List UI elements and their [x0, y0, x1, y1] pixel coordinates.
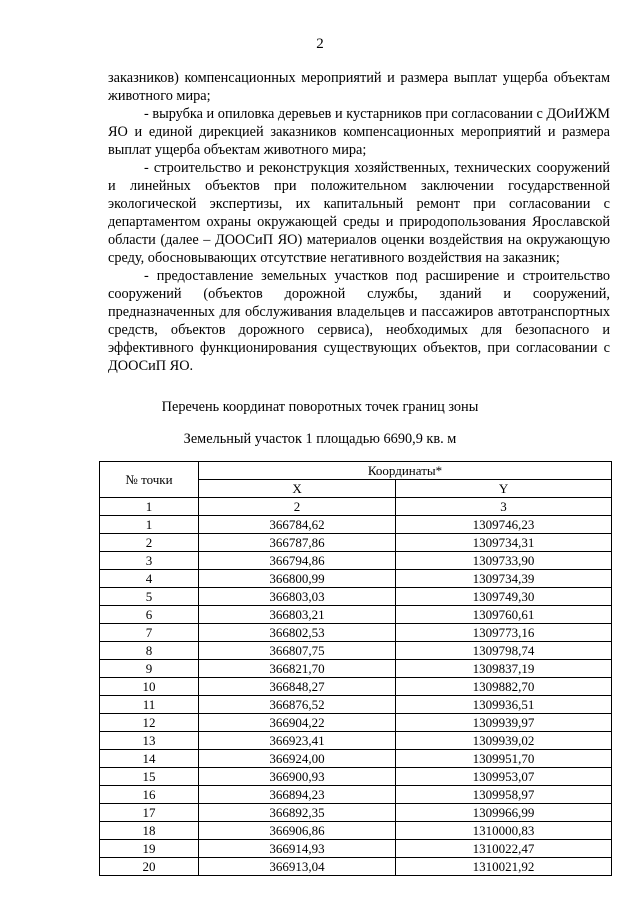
- subtitle: Земельный участок 1 площадью 6690,9 кв. м: [183, 431, 457, 447]
- table-header-row: [100, 462, 612, 480]
- table-row: [100, 822, 612, 840]
- point-number-cell: 3: [100, 552, 199, 570]
- point-number-cell: 8: [100, 642, 199, 660]
- y-coordinate-cell: 1309966,99: [396, 804, 612, 822]
- x-coordinate-cell: 366924,00: [199, 750, 396, 768]
- y-coordinate-cell: 1309773,16: [396, 624, 612, 642]
- x-coordinate-cell: 366894,23: [199, 786, 396, 804]
- y-coordinate-cell: 1309734,31: [396, 534, 612, 552]
- x-coordinate-cell: 366848,27: [199, 678, 396, 696]
- point-number-cell: 19: [100, 840, 199, 858]
- point-number-cell: 15: [100, 768, 199, 786]
- point-number-cell: 6: [100, 606, 199, 624]
- header-coordinates: Координаты*: [199, 462, 612, 480]
- point-number-cell: 1: [100, 516, 199, 534]
- y-coordinate-cell: 1309939,97: [396, 714, 612, 732]
- table-row: [100, 768, 612, 786]
- table-row: [100, 804, 612, 822]
- point-number-cell: 16: [100, 786, 199, 804]
- table-row: [100, 534, 612, 552]
- y-coordinate-cell: 1309734,39: [396, 570, 612, 588]
- y-coordinate-cell: 1309951,70: [396, 750, 612, 768]
- header-point-number: № точки: [100, 462, 199, 498]
- section-title: Перечень координат поворотных точек границ зоны: [161, 399, 479, 415]
- x-coordinate-cell: 366914,93: [199, 840, 396, 858]
- paragraph-1: заказников) компенсационных мероприятий и размера выплат ущерба объектам животного мира;: [108, 70, 610, 104]
- point-number-cell: 20: [100, 858, 199, 876]
- table-row: [100, 786, 612, 804]
- point-number-cell: 5: [100, 588, 199, 606]
- table-row: [100, 714, 612, 732]
- y-coordinate-cell: 1309882,70: [396, 678, 612, 696]
- index-cell: 1: [100, 498, 199, 516]
- y-coordinate-cell: 1309953,07: [396, 768, 612, 786]
- y-coordinate-cell: 1310021,92: [396, 858, 612, 876]
- table-body: [100, 498, 612, 876]
- y-coordinate-cell: 1309749,30: [396, 588, 612, 606]
- page-number: 2: [316, 36, 324, 52]
- point-number-cell: 11: [100, 696, 199, 714]
- point-number-cell: 2: [100, 534, 199, 552]
- coordinates-table: [99, 461, 612, 876]
- x-coordinate-cell: 366784,62: [199, 516, 396, 534]
- paragraph-2: - вырубка и опиловка деревьев и кустарников при согласовании с ДОиИЖМ ЯО и единой дирекцией заказников компенсационных мероприятий и размера выплат ущерба объектам животного мира;: [108, 106, 610, 158]
- table-row: [100, 660, 612, 678]
- point-number-cell: 4: [100, 570, 199, 588]
- table-row: [100, 624, 612, 642]
- point-number-cell: 12: [100, 714, 199, 732]
- table-row: [100, 678, 612, 696]
- x-coordinate-cell: 366821,70: [199, 660, 396, 678]
- header-y: Y: [396, 480, 612, 498]
- table-row: [100, 696, 612, 714]
- y-coordinate-cell: 1309760,61: [396, 606, 612, 624]
- x-coordinate-cell: 366800,99: [199, 570, 396, 588]
- table-row: [100, 840, 612, 858]
- y-coordinate-cell: 1309958,97: [396, 786, 612, 804]
- x-coordinate-cell: 366787,86: [199, 534, 396, 552]
- point-number-cell: 14: [100, 750, 199, 768]
- point-number-cell: 13: [100, 732, 199, 750]
- x-coordinate-cell: 366900,93: [199, 768, 396, 786]
- table-row: [100, 570, 612, 588]
- table-row: [100, 606, 612, 624]
- body-text: [108, 69, 610, 375]
- y-coordinate-cell: 1310000,83: [396, 822, 612, 840]
- paragraph-4: - предоставление земельных участков под расширение и строительство сооружений (объектов дорожной службы, зданий и сооружений, предназначенных для обслуживания владельцев и пассажиров автотранспортных средств, объектов дорожного сервиса), необходимых для безопасного и эффективного функционирования существующих объектов, при согласовании с ДООСиП ЯО.: [108, 268, 610, 374]
- point-number-cell: 18: [100, 822, 199, 840]
- x-coordinate-cell: 366892,35: [199, 804, 396, 822]
- x-coordinate-cell: 366802,53: [199, 624, 396, 642]
- x-coordinate-cell: 366904,22: [199, 714, 396, 732]
- x-coordinate-cell: 366876,52: [199, 696, 396, 714]
- y-coordinate-cell: 1309733,90: [396, 552, 612, 570]
- index-cell: 3: [396, 498, 612, 516]
- y-coordinate-cell: 1310022,47: [396, 840, 612, 858]
- x-coordinate-cell: 366913,04: [199, 858, 396, 876]
- point-number-cell: 10: [100, 678, 199, 696]
- y-coordinate-cell: 1309798,74: [396, 642, 612, 660]
- y-coordinate-cell: 1309746,23: [396, 516, 612, 534]
- x-coordinate-cell: 366807,75: [199, 642, 396, 660]
- y-coordinate-cell: 1309837,19: [396, 660, 612, 678]
- x-coordinate-cell: 366803,21: [199, 606, 396, 624]
- x-coordinate-cell: 366923,41: [199, 732, 396, 750]
- table-row: [100, 588, 612, 606]
- y-coordinate-cell: 1309936,51: [396, 696, 612, 714]
- index-cell: 2: [199, 498, 396, 516]
- table-row: [100, 858, 612, 876]
- x-coordinate-cell: 366794,86: [199, 552, 396, 570]
- x-coordinate-cell: 366906,86: [199, 822, 396, 840]
- point-number-cell: 9: [100, 660, 199, 678]
- table-row: [100, 642, 612, 660]
- table-row: [100, 552, 612, 570]
- point-number-cell: 17: [100, 804, 199, 822]
- header-x: X: [199, 480, 396, 498]
- x-coordinate-cell: 366803,03: [199, 588, 396, 606]
- table-index-row: [100, 498, 612, 516]
- y-coordinate-cell: 1309939,02: [396, 732, 612, 750]
- table-row: [100, 750, 612, 768]
- point-number-cell: 7: [100, 624, 199, 642]
- table-row: [100, 732, 612, 750]
- paragraph-3: - строительство и реконструкция хозяйственных, технических сооружений и линейных объектов при положительном заключении государственной экологической экспертизы, их капитальный ремонт при согласовании с департаментом охраны окружающей среды и природопользования Ярославской области (далее – ДООСиП ЯО) материалов оценки воздействия на окружающую среду, обосновывающих отсутствие негативного воздействия на заказник;: [108, 160, 610, 266]
- table-row: [100, 516, 612, 534]
